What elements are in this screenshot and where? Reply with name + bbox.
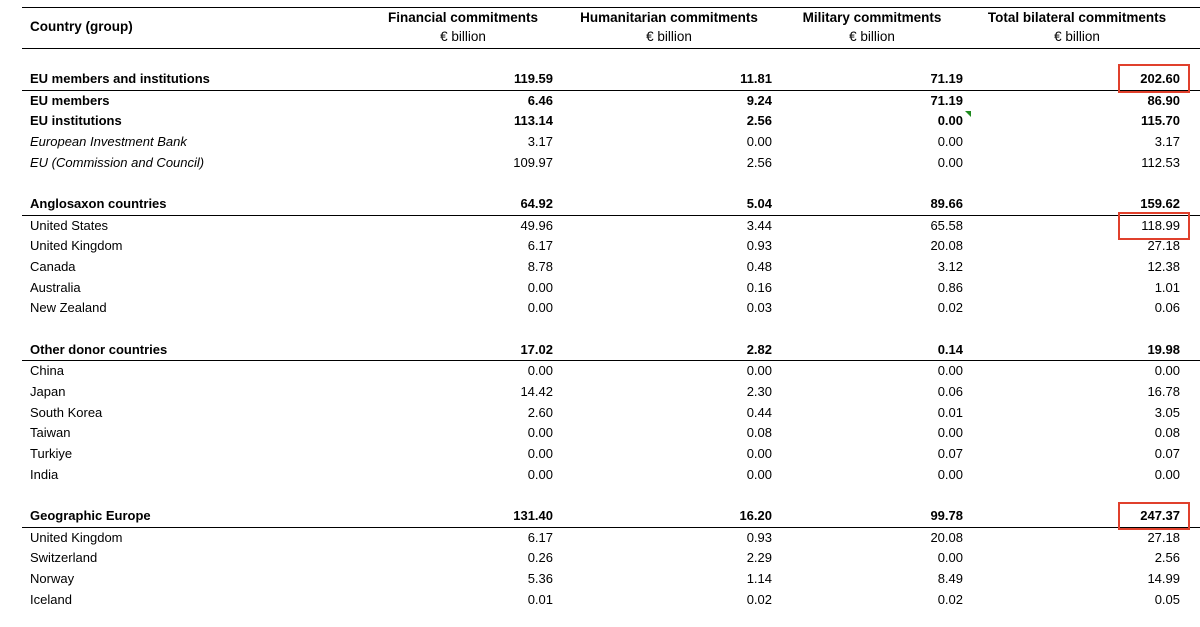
row-label: Switzerland [30, 550, 98, 566]
highlight-box-europe-total [1118, 502, 1190, 530]
cell-financial: 8.78 [527, 259, 553, 274]
cell-military: 0.07 [937, 446, 963, 461]
table-row [22, 340, 1200, 362]
cell-military: 0.00 [937, 363, 963, 379]
cell-military: 71.19 [930, 92, 963, 108]
cell-total: 118.99 [1141, 217, 1180, 233]
cell-financial: 0.00 [527, 425, 553, 441]
table-row [22, 111, 1200, 132]
cell-total: 27.18 [1147, 238, 1180, 254]
cell-financial: 0.00 [527, 466, 553, 482]
cell-total: 3.17 [1154, 134, 1180, 150]
header-military-title: Military commitments [802, 10, 942, 25]
cell-military: 0.00 [937, 134, 963, 150]
row-label: South Korea [30, 404, 103, 420]
cell-financial: 2.60 [527, 404, 553, 420]
cell-financial: 131.40 [513, 508, 553, 524]
cell-financial: 0.00 [527, 363, 553, 379]
cell-military: 0.02 [937, 591, 963, 607]
cell-military: 0.14 [937, 341, 963, 357]
header-country: Country (group) [30, 19, 133, 34]
table-row [22, 69, 1200, 91]
cell-total: 0.05 [1154, 591, 1180, 607]
cell-humanitarian: 2.56 [746, 154, 772, 170]
row-label: European Investment Bank [30, 134, 187, 150]
table-row [22, 361, 1200, 382]
header-humanitarian [567, 10, 771, 44]
header-total-unit: € billion [1054, 29, 1100, 44]
cell-humanitarian: 1.14 [746, 570, 772, 586]
row-label: Taiwan [30, 425, 71, 441]
table-row [22, 194, 1200, 216]
header-military-unit: € billion [849, 29, 895, 44]
table-row [22, 153, 1200, 174]
cell-humanitarian: 2.30 [746, 383, 772, 399]
cell-total: 247.37 [1140, 508, 1180, 524]
row-label: China [30, 363, 64, 379]
row-label: EU members and institutions [30, 71, 210, 86]
cell-total: 0.08 [1154, 425, 1180, 441]
header-total-title: Total bilateral commitments [987, 10, 1167, 25]
cell-total: 112.53 [1141, 154, 1180, 170]
row-label: India [30, 466, 59, 482]
row-label: Japan [30, 383, 66, 399]
header-bottom-rule [22, 48, 1200, 49]
cell-humanitarian: 0.48 [746, 259, 772, 274]
cell-financial: 0.01 [527, 591, 553, 607]
cell-total: 3.05 [1154, 404, 1180, 420]
cell-financial: 119.59 [513, 71, 553, 86]
cell-humanitarian: 0.00 [746, 363, 772, 379]
cell-financial: 0.00 [527, 279, 553, 295]
cell-financial: 6.17 [527, 238, 553, 254]
table-row [22, 298, 1200, 319]
table-row [22, 444, 1200, 465]
row-label: Iceland [30, 591, 72, 607]
cell-financial: 6.46 [527, 92, 553, 108]
cell-financial: 49.96 [520, 217, 553, 233]
table-row [22, 403, 1200, 424]
cell-total: 2.56 [1154, 550, 1180, 566]
cell-humanitarian: 2.56 [746, 113, 772, 129]
row-label: Geographic Europe [30, 508, 151, 524]
row-label: Australia [30, 279, 81, 295]
header-financial [367, 10, 559, 44]
cell-financial: 14.42 [520, 383, 553, 399]
cell-humanitarian: 0.93 [746, 238, 772, 254]
cell-financial: 109.97 [513, 154, 553, 170]
cell-financial: 17.02 [520, 341, 553, 357]
row-label: United States [30, 217, 109, 233]
row-label: United Kingdom [30, 238, 123, 254]
cell-total: 0.07 [1154, 446, 1180, 461]
cell-humanitarian: 0.16 [746, 279, 772, 295]
cell-military: 99.78 [930, 508, 963, 524]
cell-total: 14.99 [1147, 570, 1180, 586]
row-label: Canada [30, 259, 76, 274]
row-label: Turkiye [30, 446, 73, 461]
cell-military: 71.19 [930, 71, 963, 86]
cell-military: 0.86 [937, 279, 963, 295]
cell-total: 0.06 [1154, 300, 1180, 316]
cell-military: 0.00 [937, 154, 963, 170]
cell-humanitarian: 0.00 [746, 466, 772, 482]
cell-total: 159.62 [1140, 196, 1180, 212]
table-row [22, 278, 1200, 299]
cell-total: 86.90 [1147, 92, 1180, 108]
cell-humanitarian: 2.82 [746, 341, 772, 357]
cell-military: 20.08 [930, 238, 963, 254]
cell-military: 20.08 [930, 529, 963, 545]
cell-financial: 0.26 [527, 550, 553, 566]
table-row [22, 382, 1200, 403]
cell-military: 0.02 [937, 300, 963, 316]
cell-military: 0.06 [937, 383, 963, 399]
cell-financial: 5.36 [527, 570, 553, 586]
cell-total: 19.98 [1147, 341, 1180, 357]
table-row [22, 423, 1200, 444]
header-financial-unit: € billion [440, 29, 486, 44]
header-military [787, 10, 957, 44]
row-label: EU members [30, 92, 110, 108]
cell-total: 12.38 [1147, 259, 1180, 274]
cell-humanitarian: 0.00 [746, 134, 772, 150]
cell-humanitarian: 5.04 [746, 196, 772, 212]
highlight-box-eu-total [1118, 64, 1190, 93]
cell-financial: 6.17 [527, 529, 553, 545]
table-row [22, 236, 1200, 257]
cell-military: 3.12 [937, 259, 963, 274]
cell-total: 16.78 [1147, 383, 1180, 399]
cell-military: 0.00 [937, 550, 963, 566]
cell-total: 0.00 [1154, 363, 1180, 379]
cell-total: 0.00 [1154, 466, 1180, 482]
cell-humanitarian: 3.44 [746, 217, 772, 233]
table-row [22, 91, 1200, 112]
cell-financial: 0.00 [527, 446, 553, 461]
cell-financial: 113.14 [513, 113, 553, 129]
cell-military: 65.58 [930, 217, 963, 233]
row-label: Norway [30, 570, 75, 586]
cell-total: 27.18 [1147, 529, 1180, 545]
cell-humanitarian: 11.81 [740, 71, 772, 86]
header-humanitarian-title: Humanitarian commitments [580, 10, 758, 25]
cell-military: 0.01 [937, 404, 963, 420]
table-row [22, 548, 1200, 569]
row-label: New Zealand [30, 300, 107, 316]
table-row [22, 528, 1200, 549]
cell-humanitarian: 0.44 [746, 404, 772, 420]
cell-military: 89.66 [930, 196, 963, 212]
cell-humanitarian: 2.29 [746, 550, 772, 566]
header-total [977, 10, 1177, 44]
cell-humanitarian: 0.93 [746, 529, 772, 545]
table-row [22, 569, 1200, 590]
row-label: United Kingdom [30, 529, 123, 545]
cell-humanitarian: 0.03 [746, 300, 772, 316]
row-label: Other donor countries [30, 341, 168, 357]
cell-military: 0.00 [937, 466, 963, 482]
cell-humanitarian: 0.00 [746, 446, 772, 461]
cell-financial: 0.00 [527, 300, 553, 316]
comment-indicator-icon [965, 111, 971, 117]
cell-total: 1.01 [1154, 279, 1180, 295]
cell-humanitarian: 0.02 [746, 591, 772, 607]
cell-financial: 64.92 [520, 196, 553, 212]
cell-financial: 3.17 [527, 134, 553, 150]
cell-military: 8.49 [937, 570, 963, 586]
table-row [22, 216, 1200, 237]
table-row [22, 132, 1200, 153]
cell-humanitarian: 16.20 [739, 508, 772, 524]
row-label: EU (Commission and Council) [30, 154, 205, 170]
cell-humanitarian: 0.08 [746, 425, 772, 441]
highlight-box-us-total [1118, 212, 1190, 240]
cell-humanitarian: 9.24 [746, 92, 772, 108]
header-financial-title: Financial commitments [387, 10, 539, 25]
header-humanitarian-unit: € billion [646, 29, 692, 44]
table-row [22, 590, 1200, 611]
table-row [22, 257, 1200, 278]
table-row [22, 506, 1200, 528]
row-label: Anglosaxon countries [30, 196, 167, 212]
table-row [22, 465, 1200, 486]
cell-total: 115.70 [1140, 113, 1180, 129]
row-label: EU institutions [30, 113, 122, 129]
cell-total: 202.60 [1140, 71, 1180, 86]
table-top-rule [22, 7, 1200, 8]
cell-military: 0.00 [937, 425, 963, 441]
cell-military: 0.00 [937, 113, 963, 129]
